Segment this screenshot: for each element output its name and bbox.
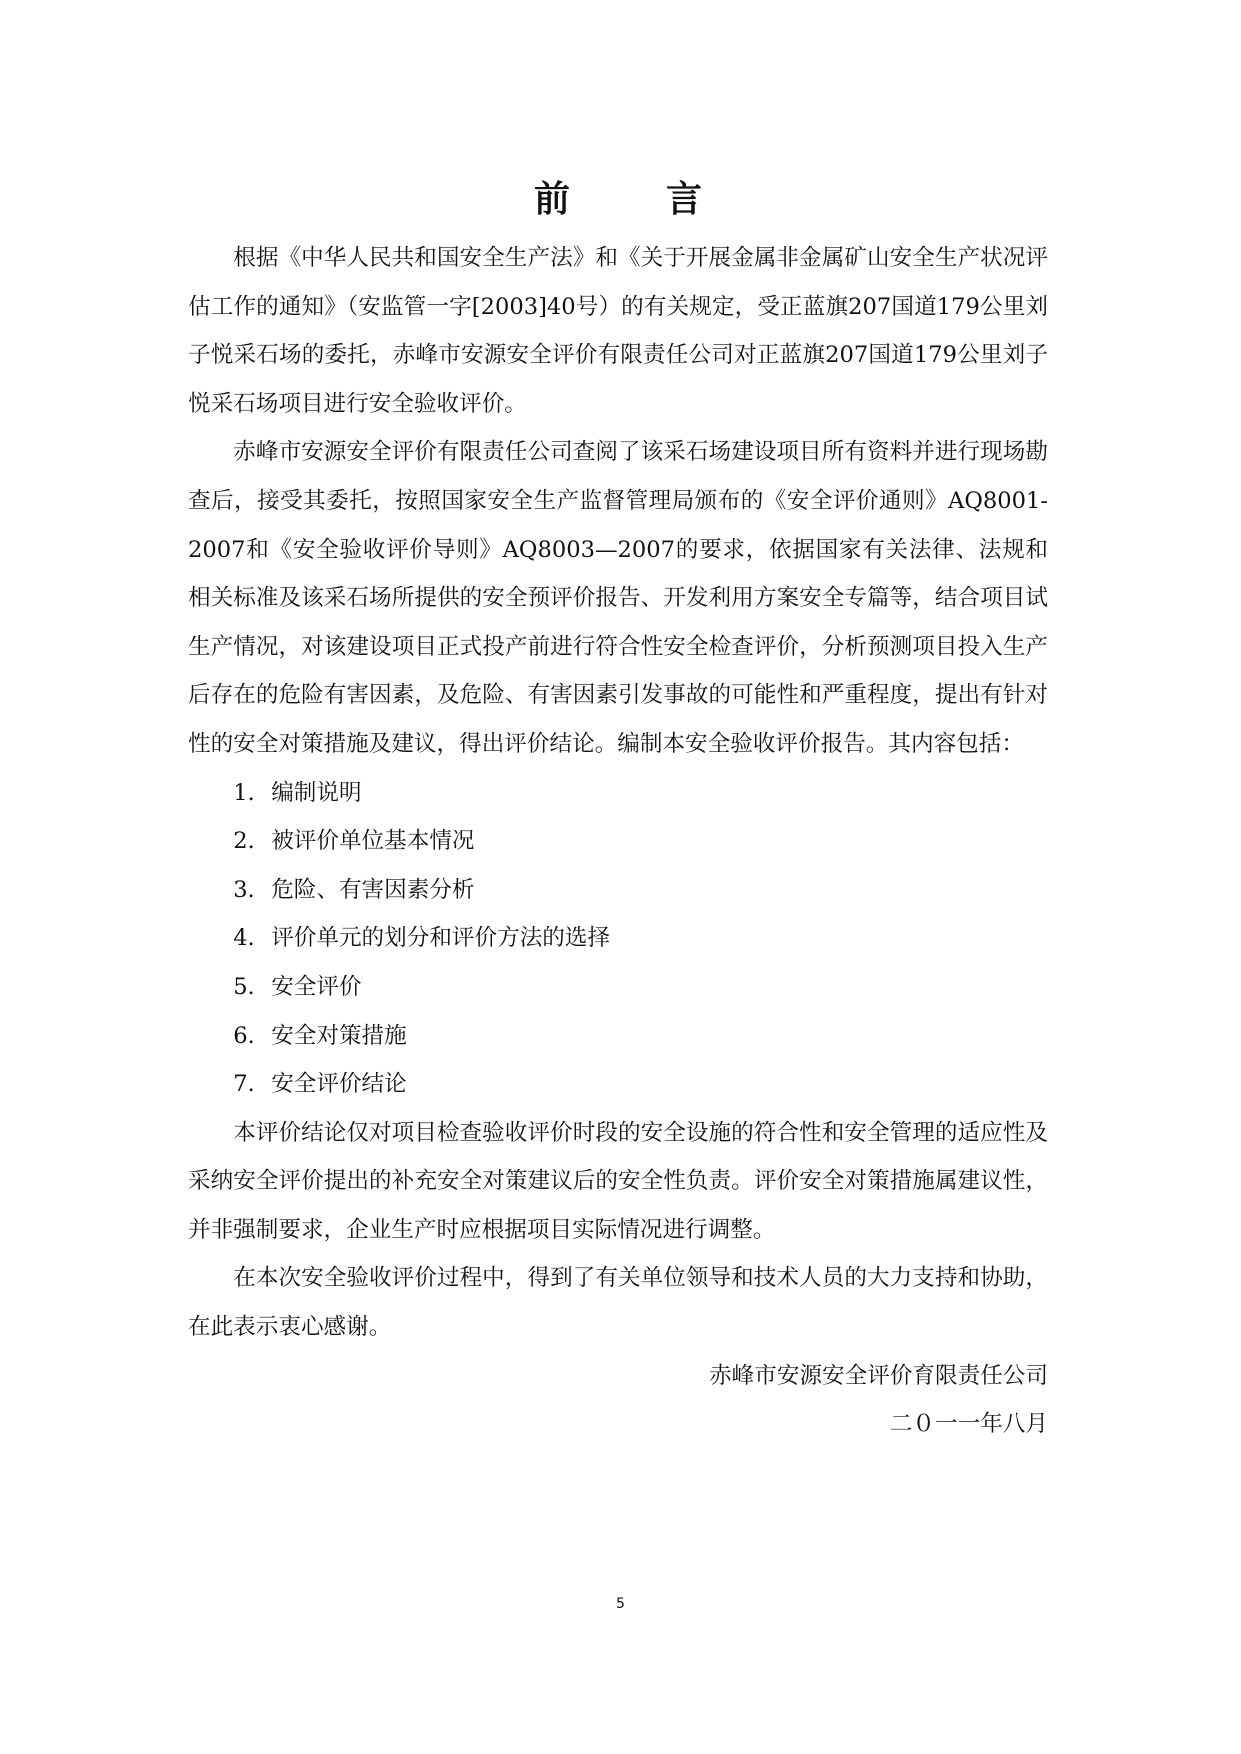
list-item-number: 3. — [233, 876, 255, 903]
list-item-number: 6. — [233, 1022, 255, 1049]
document-body — [188, 170, 1048, 1449]
list-item-text: 安全对策措施 — [271, 1022, 407, 1049]
contents-list — [188, 769, 1048, 1109]
list-item-number: 4. — [233, 925, 255, 952]
signature-organization: 赤峰市安源安全评价育限责任公司 — [709, 1362, 1048, 1389]
list-item — [188, 866, 1048, 915]
list-item-number: 7. — [233, 1071, 255, 1098]
closing-paragraph-2: 在本次安全验收评价过程中，得到了有关单位领导和技术人员的大力支持和协助，在此表示衷心感谢。 — [188, 1265, 1048, 1341]
list-item — [188, 769, 1048, 818]
list-item-text: 安全评价结论 — [271, 1071, 407, 1098]
list-item-text: 被评价单位基本情况 — [271, 828, 475, 855]
signature-date: 二０一一年八月 — [889, 1411, 1048, 1438]
list-item-text: 危险、有害因素分析 — [271, 876, 475, 903]
page-number: 5 — [616, 1596, 625, 1612]
list-item — [188, 1060, 1048, 1109]
list-item-text: 评价单元的划分和评价方法的选择 — [271, 925, 611, 952]
list-item — [188, 817, 1048, 866]
list-item-text: 编制说明 — [271, 779, 362, 806]
list-item — [188, 963, 1048, 1012]
list-item-number: 5. — [233, 973, 255, 1000]
closing-paragraph-1: 本评价结论仅对项目检查验收评价时段的安全设施的符合性和安全管理的适应性及采纳安全评价提出的补充安全对策建议后的安全性负责。评价安全对策措施属建议性，并非强制要求，企业生产时应根据项目实际情况进行调整。 — [188, 1119, 1048, 1243]
list-item — [188, 1012, 1048, 1061]
list-item-number: 1. — [233, 779, 255, 806]
list-item-number: 2. — [233, 828, 255, 855]
list-item-text: 安全评价 — [271, 973, 362, 1000]
page-title: 前 言 — [533, 179, 732, 220]
list-item — [188, 914, 1048, 963]
intro-paragraph-1: 根据《中华人民共和国安全生产法》和《关于开展金属非金属矿山安全生产状况评估工作的通知》（安监管一字[2003]40号）的有关规定，受正蓝旗207国道179公里刘子悦采石场的委托，赤峰市安源安全评价有限责任公司对正蓝旗207国道179公里刘子悦采石场项目进行安全验收评价。 — [188, 245, 1048, 417]
intro-paragraph-2: 赤峰市安源安全评价有限责任公司查阅了该采石场建设项目所有资料并进行现场勘查后，接受其委托，按照国家安全生产监督管理局颁布的《安全评价通则》AQ8001-2007和《安全验收评价导则》AQ8003—2007的要求，依据国家有关法律、法规和相关标准及该采石场所提供的安全预评价报告、开发利用方案安全专篇等，结合项目试生产情况，对该建设项目正式投产前进行符合性安全检查评价，分析预测项目投入生产后存在的危险有害因素，及危险、有害因素引发事故的可能性和严重程度，提出有针对性的安全对策措施及建议，得出评价结论。编制本安全验收评价报告。其内容包括： — [188, 439, 1048, 757]
